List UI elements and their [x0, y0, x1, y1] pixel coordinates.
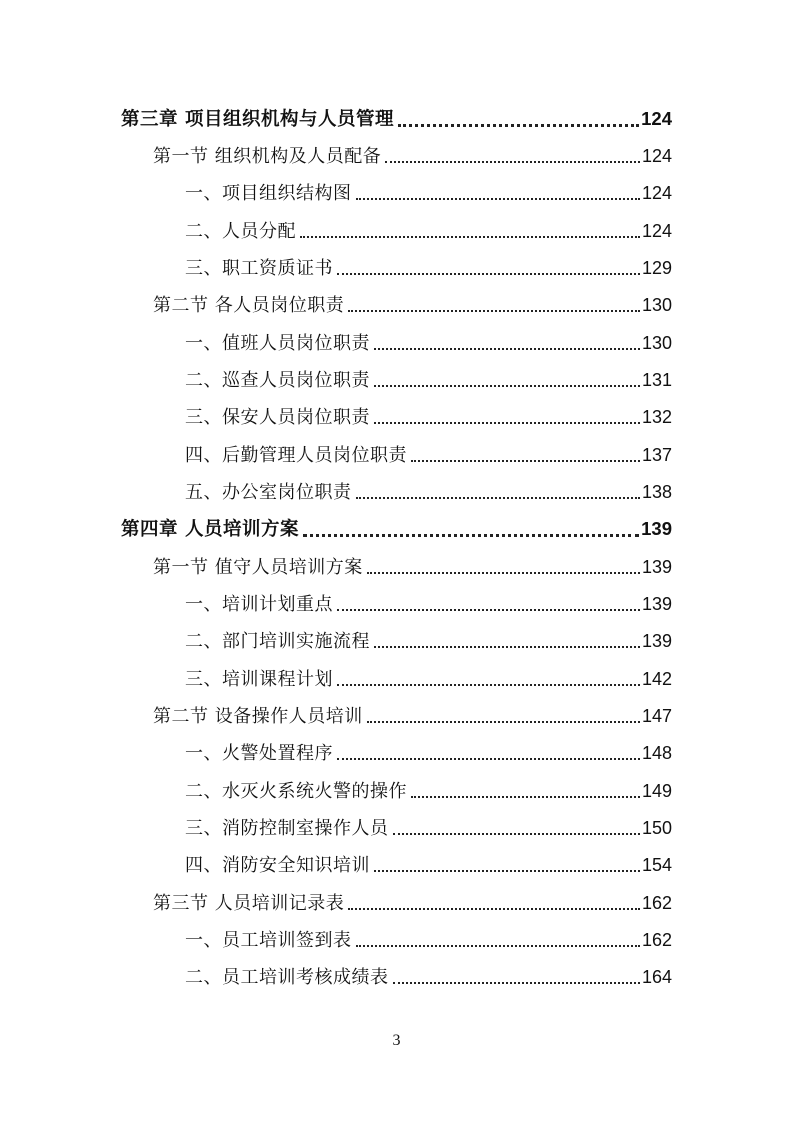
toc-section[interactable] [153, 290, 672, 320]
toc-entry-title: 三、保安人员岗位职责 [185, 407, 370, 428]
toc-item[interactable] [185, 253, 672, 283]
toc-entry-title: 第一节 组织机构及人员配备 [153, 146, 382, 167]
toc-entry-page: 124 [641, 221, 672, 241]
toc-entry-title: 二、人员分配 [185, 221, 296, 242]
toc-entry-title: 二、水灭火系统火警的操作 [185, 781, 407, 802]
toc-item[interactable] [185, 962, 672, 992]
toc-entry-title: 第三章 项目组织机构与人员管理 [121, 109, 394, 130]
toc-entry-page: 142 [641, 669, 672, 689]
toc-entry-page: 132 [641, 407, 672, 427]
toc-item[interactable] [185, 626, 672, 656]
toc-entry-page: 137 [641, 445, 672, 465]
toc-dot-leader [374, 870, 640, 872]
toc-entry-page: 138 [641, 482, 672, 502]
toc-entry-page: 130 [641, 295, 672, 315]
toc-entry-title: 第一节 值守人员培训方案 [153, 557, 363, 578]
toc-section[interactable] [153, 888, 672, 918]
toc-entry-title: 一、火警处置程序 [185, 743, 333, 764]
toc-dot-leader [393, 833, 640, 835]
toc-entry-page: 130 [641, 333, 672, 353]
toc-dot-leader [393, 982, 640, 984]
toc-entry-page: 139 [641, 518, 672, 539]
toc-entry-page: 124 [641, 108, 672, 129]
toc-entry-title: 三、消防控制室操作人员 [185, 818, 389, 839]
toc-dot-leader [337, 758, 640, 760]
toc-item[interactable] [185, 477, 672, 507]
toc-dot-leader [367, 721, 640, 723]
toc-item[interactable] [185, 925, 672, 955]
toc-entry-title: 一、员工培训签到表 [185, 930, 352, 951]
toc-dot-leader [374, 646, 640, 648]
toc-entry-title: 第二节 各人员岗位职责 [153, 295, 345, 316]
toc-dot-leader [411, 460, 640, 462]
toc-entry-page: 148 [641, 743, 672, 763]
toc-entry-page: 154 [641, 855, 672, 875]
toc-entry-title: 三、职工资质证书 [185, 258, 333, 279]
toc-entry-title: 三、培训课程计划 [185, 669, 333, 690]
toc-entry-title: 一、值班人员岗位职责 [185, 333, 370, 354]
toc-dot-leader [300, 236, 640, 238]
toc-entry-title: 第三节 人员培训记录表 [153, 893, 345, 914]
toc-chapter-4[interactable] [121, 514, 672, 544]
toc-entry-page: 162 [641, 893, 672, 913]
toc-entry-page: 149 [641, 781, 672, 801]
toc-entry-title: 四、消防安全知识培训 [185, 855, 370, 876]
toc-dot-leader [398, 124, 639, 127]
toc-chapter-3[interactable] [121, 104, 672, 134]
toc-entry-page: 139 [641, 557, 672, 577]
toc-dot-leader [367, 572, 640, 574]
toc-item[interactable] [185, 850, 672, 880]
toc-item[interactable] [185, 589, 672, 619]
toc-entry-page: 124 [641, 183, 672, 203]
toc-entry-title: 二、部门培训实施流程 [185, 631, 370, 652]
toc-dot-leader [385, 161, 640, 163]
toc-section[interactable] [153, 701, 672, 731]
toc-entry-page: 129 [641, 258, 672, 278]
toc-dot-leader [411, 796, 640, 798]
toc-entry-page: 124 [641, 146, 672, 166]
toc-item[interactable] [185, 738, 672, 768]
toc-entry-page: 147 [641, 706, 672, 726]
toc-dot-leader [374, 385, 640, 387]
toc-section[interactable] [153, 141, 672, 171]
toc-item[interactable] [185, 328, 672, 358]
toc-dot-leader [374, 422, 640, 424]
toc-item[interactable] [185, 216, 672, 246]
toc-entry-title: 二、巡查人员岗位职责 [185, 370, 370, 391]
toc-entry-title: 五、办公室岗位职责 [185, 482, 352, 503]
toc-dot-leader [356, 497, 640, 499]
toc-dot-leader [348, 310, 640, 312]
toc-dot-leader [337, 684, 640, 686]
toc-entry-page: 139 [641, 594, 672, 614]
toc-entry-page: 162 [641, 930, 672, 950]
toc-entry-page: 150 [641, 818, 672, 838]
toc-dot-leader [348, 908, 640, 910]
toc-item[interactable] [185, 776, 672, 806]
toc-entry-title: 一、项目组织结构图 [185, 183, 352, 204]
toc-item[interactable] [185, 440, 672, 470]
toc-entry-page: 139 [641, 631, 672, 651]
toc-section[interactable] [153, 552, 672, 582]
toc-entry-title: 第四章 人员培训方案 [121, 519, 299, 540]
toc-item[interactable] [185, 178, 672, 208]
toc-item[interactable] [185, 402, 672, 432]
toc-item[interactable] [185, 813, 672, 843]
toc-item[interactable] [185, 365, 672, 395]
toc-dot-leader [337, 273, 640, 275]
toc-entry-title: 四、后勤管理人员岗位职责 [185, 445, 407, 466]
toc-dot-leader [374, 348, 640, 350]
page-number: 3 [392, 1032, 401, 1049]
toc-entry-title: 二、员工培训考核成绩表 [185, 967, 389, 988]
toc-dot-leader [303, 534, 639, 537]
toc-entry-title: 一、培训计划重点 [185, 594, 333, 615]
toc-dot-leader [337, 609, 640, 611]
toc-entry-title: 第二节 设备操作人员培训 [153, 706, 363, 727]
toc-entry-page: 131 [641, 370, 672, 390]
toc-item[interactable] [185, 664, 672, 694]
toc-dot-leader [356, 945, 640, 947]
toc-entry-page: 164 [641, 967, 672, 987]
toc-dot-leader [356, 198, 640, 200]
